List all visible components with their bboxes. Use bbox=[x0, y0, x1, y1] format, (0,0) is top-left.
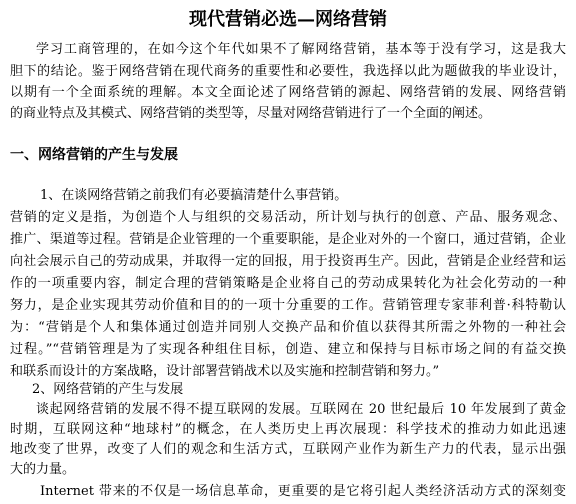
paragraph-line: 地改变了世界，改变了人们的观念和生活方式，互联网产业作为新生产力的代表，显示出强 bbox=[10, 442, 566, 457]
section-heading: 一、网络营销的产生与发展 bbox=[10, 147, 178, 163]
paragraph-line: 过程。”“营销管理是为了实现各种组住目标，创造、建立和保持与目标市场之间的有益交换 bbox=[10, 342, 566, 357]
paragraph-line: 大的力量。 bbox=[10, 462, 76, 477]
paragraph-line: 以期有一个全面系统的理解。本文全面论述了网络营销的源起、网络营销的发展、网络营销 bbox=[10, 85, 566, 100]
paragraph-line: 学习工商管理的，在如今这个年代如果不了解网络营销，基本等于没有学习，这是我大 bbox=[36, 42, 566, 57]
paragraph-line: 和联系而设计的方案战略，设计部署营销战术以及实施和控制营销和努力。” bbox=[10, 364, 440, 379]
paragraph-line: 时期，互联网这种“地球村”的概念，在人类历史上再次展现：科学技术的推动力如此迅速 bbox=[10, 422, 566, 437]
paragraph-line: 为：“营销是个人和集体通过创造并同别人交换产品和价值以获得其所需之外物的一种社会 bbox=[10, 320, 566, 335]
paragraph-line: 的商业特点及其模式、网络营销的类型等，尽量对网络营销进行了一个全面的阐述。 bbox=[10, 106, 492, 121]
paragraph-line: 推广、渠道等过程。营销是企业管理的一个重要职能，是企业对外的一个窗口，通过营销，企业 bbox=[10, 232, 566, 247]
paragraph-line: 营销的定义是指，为创造个人与组织的交易活动，所计划与执行的创意、产品、服务观念、 bbox=[10, 210, 566, 225]
paragraph-line: 谈起网络营销的发展不得不提互联网的发展。互联网在 20 世纪最后 10 年发展到了黄金 bbox=[36, 402, 566, 417]
paragraph-line: 胆下的结论。鉴于网络营销在现代商务的重要性和必要性，我选择以此为题做我的毕业设计， bbox=[10, 64, 566, 79]
subsection-heading: 2、网络营销的产生与发展 bbox=[32, 382, 184, 397]
paragraph-line: 作的一项重要内容，制定合理的营销策略是企业将自己的劳动成果转化为社会化劳动的一种 bbox=[10, 276, 566, 291]
paragraph-line: Internet 带来的不仅是一场信息革命，更重要的是它将引起人类经济活动方式的深刻变 bbox=[40, 484, 566, 499]
paragraph-line: 努力，是企业实现其劳动价值和目的的一项十分重要的工作。营销管理专家菲利普·科特勒认 bbox=[10, 298, 566, 313]
paragraph-line: 向社会展示自己的劳动成果，并取得一定的回报，用于投资再生产。因此，营销是企业经营和运 bbox=[10, 254, 566, 269]
document-title: 现代营销必选—网络营销 bbox=[189, 9, 387, 30]
subsection-heading: 1、在谈网络营销之前我们有必要搞清楚什么事营销。 bbox=[40, 188, 348, 203]
